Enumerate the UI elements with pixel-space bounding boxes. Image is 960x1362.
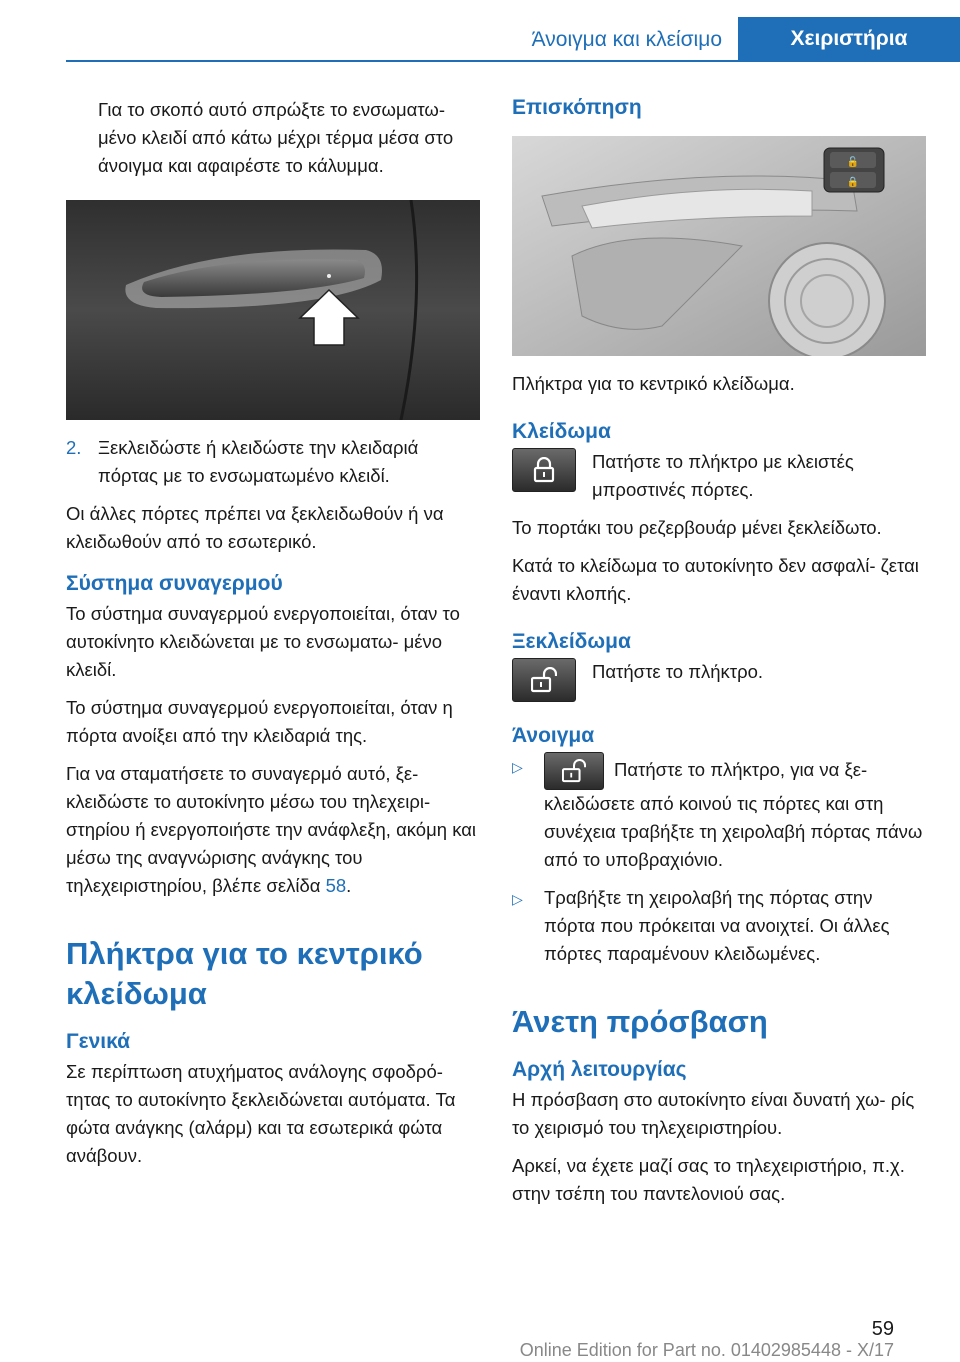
alarm-paragraph-3 <box>66 760 480 900</box>
intro-paragraph: Για το σκοπό αυτό σπρώξτε το ενσωματω- μένο κλειδί από κάτω μέχρι τέρμα μέσα στο άνοιγμα και αφαιρέστε το κάλυμμα. <box>98 99 454 176</box>
lock-open-icon <box>512 658 576 702</box>
triangle-right-icon: ▷ <box>512 759 523 775</box>
lock-text: Πατήστε το πλήκτρο με κλειστές μπροστινές πόρτες. <box>592 451 854 500</box>
open-bullet-1-text: Πατήστε το πλήκτρο, για να ξε- κλειδώσετε από κοινού τις πόρτες και στη συνέχεια τραβήξτε τη χειρολαβή πόρτας πάνω από το υποβραχιόνιο. <box>544 758 923 870</box>
open-bullet-2 <box>512 884 926 968</box>
left-column <box>66 96 480 1180</box>
page-link[interactable]: 58 <box>325 875 347 896</box>
open-bullet-2-text: Τραβήξτε τη χειρολαβή της πόρτας στην πόρτα που πρόκειται να ανοιχτεί. Οι άλλες πόρτες παραμένουν κλειδωμένες. <box>544 887 890 964</box>
general-heading: Γενικά <box>66 1030 131 1053</box>
edition-note: Online Edition for Part no. 01402985448 - X/17 <box>519 1340 894 1360</box>
lock-closed-glyph <box>532 457 556 483</box>
lock-open-glyph <box>562 759 586 783</box>
right-column <box>512 96 926 1218</box>
unlock-heading: Ξεκλείδωμα <box>512 630 631 653</box>
step-2 <box>66 434 480 490</box>
comfort-access-heading: Άνετη πρόσβαση <box>512 1004 768 1039</box>
lock-heading: Κλείδωμα <box>512 420 611 443</box>
lock-instruction <box>512 448 926 504</box>
central-locking-heading: Πλήκτρα για το κεντρικό κλείδωμα <box>66 936 423 1011</box>
unlock-text: Πατήστε το πλήκτρο. <box>592 661 764 682</box>
step-number: 2. <box>66 437 82 458</box>
lock-paragraph-2: Το πορτάκι του ρεζερβουάρ μένει ξεκλείδωτο. <box>512 517 882 538</box>
other-doors-paragraph: Οι άλλες πόρτες πρέπει να ξεκλειδωθούν ή να κλειδωθούν από το εσωτερικό. <box>66 503 444 552</box>
step-text: Ξεκλειδώστε ή κλειδώστε την κλειδαριά πόρτας με το ενσωματωμένο κλειδί. <box>98 437 419 486</box>
lock-closed-icon <box>512 448 576 492</box>
lock-open-icon <box>544 752 604 790</box>
alarm-heading: Σύστημα συναγερμού <box>66 572 283 595</box>
open-bullet-1-body <box>544 752 926 874</box>
principle-heading: Αρχή λειτουργίας <box>512 1058 687 1081</box>
alarm-p3-end: . <box>346 875 352 896</box>
header-rule <box>66 60 960 62</box>
alarm-p3-text: Για να σταματήσετε το συναγερμό αυτό, ξε- κλειδώστε το αυτοκίνητο μέσω του τηλεχειρι- στηρίου ή ενεργοποιήστε την ανάφλεξη, ακόμη και μέσω της αναγνώρισης ανάγκης του τηλεχειριστηρίου, βλέπε σελίδα <box>66 763 477 896</box>
unlock-instruction <box>512 658 926 702</box>
header-section-title: Άνοιγμα και κλείσιμο <box>531 28 722 51</box>
lock-paragraph-3: Κατά το κλείδωμα το αυτοκίνητο δεν ασφαλί- ζεται έναντι κλοπής. <box>512 555 919 604</box>
lock-open-glyph <box>531 667 557 693</box>
svg-text:🔒: 🔒 <box>846 177 860 188</box>
header-chapter-tab: Χειριστήρια <box>738 17 960 60</box>
general-paragraph: Σε περίπτωση ατυχήματος ανάλογης σφοδρό- τητας το αυτοκίνητο ξεκλειδώνεται αυτόματα. Τα φώτα ανάγκης (αλάρμ) και τα εσωτερικά φώτα ανάβουν. <box>66 1061 456 1166</box>
page-number: 59 <box>871 1318 894 1340</box>
overview-caption: Πλήκτρα για το κεντρικό κλείδωμα. <box>512 373 795 394</box>
alarm-paragraph-1: Το σύστημα συναγερμού ενεργοποιείται, όταν το αυτοκίνητο κλειδώνεται με το ενσωματω- μένο κλειδί. <box>66 603 460 680</box>
principle-paragraph-1: Η πρόσβαση στο αυτοκίνητο είναι δυνατή χω- ρίς το χειρισμό του τηλεχειριστηρίου. <box>512 1089 915 1138</box>
open-bullet-1 <box>512 752 926 874</box>
door-interior-illustration <box>512 136 926 356</box>
principle-paragraph-2: Αρκεί, να έχετε μαζί σας το τηλεχειριστήριο, π.χ. στην τσέπη του παντελονιού σας. <box>512 1155 905 1204</box>
alarm-paragraph-2: Το σύστημα συναγερμού ενεργοποιείται, όταν η πόρτα ανοίξει από την κλειδαριά της. <box>66 697 453 746</box>
open-heading: Άνοιγμα <box>512 724 595 747</box>
triangle-right-icon: ▷ <box>512 891 523 907</box>
overview-heading: Επισκόπηση <box>512 96 642 119</box>
door-handle-illustration <box>66 200 480 420</box>
door-interior-photo <box>512 136 926 356</box>
door-handle-photo <box>66 200 480 420</box>
svg-text:🔓: 🔓 <box>846 157 860 168</box>
page-header <box>0 0 960 62</box>
